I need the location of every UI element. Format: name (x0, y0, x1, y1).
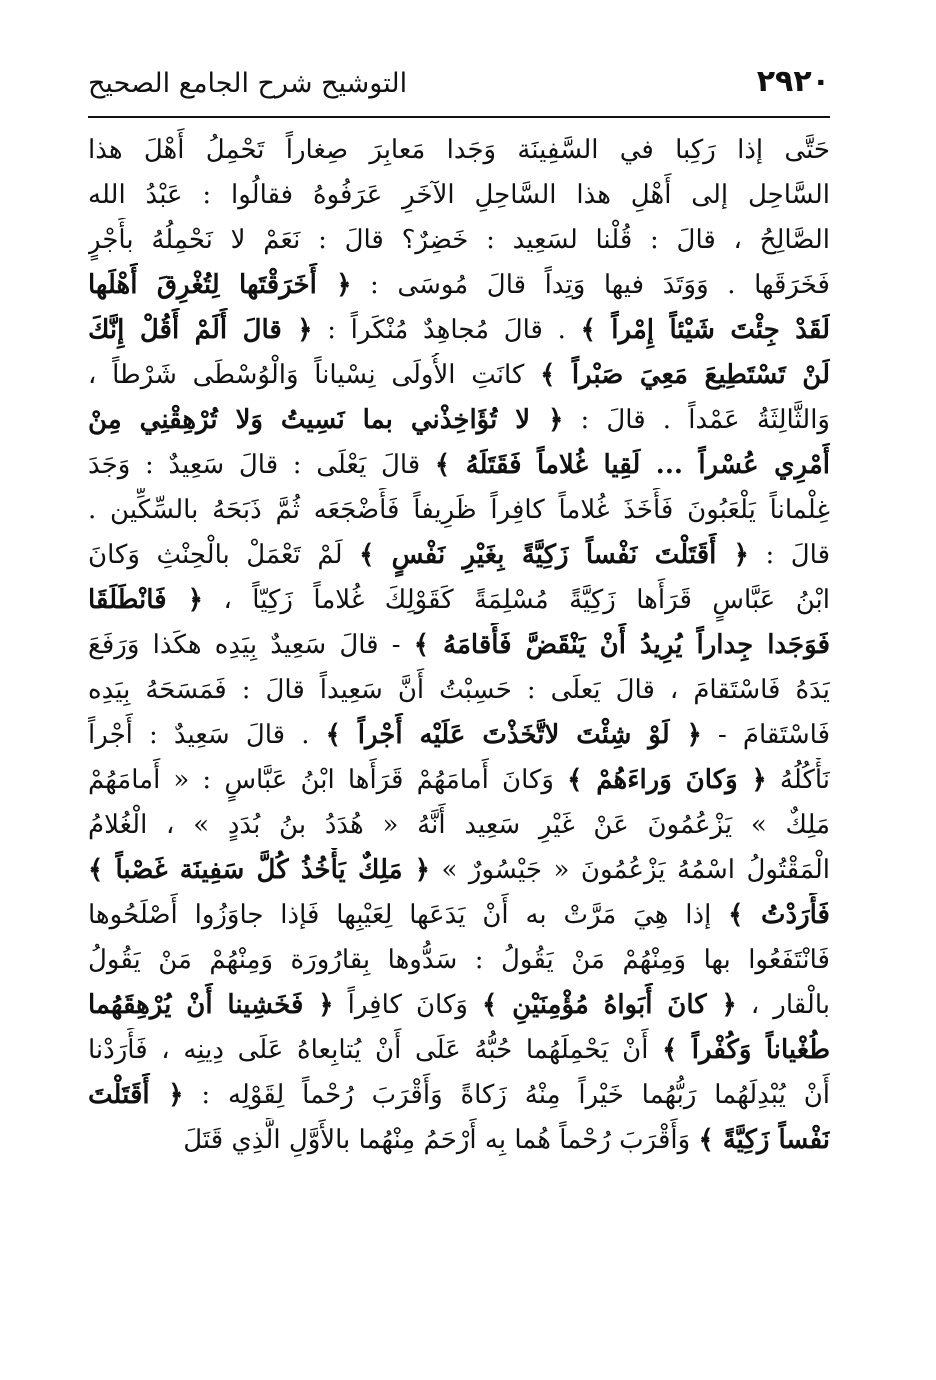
text-segment: لَمْ تَعْمَلْ بالْحِنْثِ وَكانَ (88, 540, 360, 570)
text-segment: غِلْماناً يَلْعَبُونَ فَأَخَذَ غُلاماً كافِراً ظَرِيفاً فَأَضْجَعَه ثُمَّ ذَبَحَهُ بالسِّكِّين . (88, 495, 830, 525)
text-line (88, 893, 830, 938)
text-segment: إذا هِيَ مَرَّتْ به أَنْ يَدَعَها لِعَيْبِها فَإذا جاوَزُوا أَصْلَحُوها (88, 900, 729, 930)
quran-quote: ﴿ فَخَشِينا أَنْ يُرْهِقَهُما (88, 990, 334, 1020)
quran-quote: ﴿ أَقَتَلْتَ نَفْساً زَكِيَّةً بِغَيْرِ نَفْسٍ ﴾ (359, 540, 749, 570)
quran-quote: ﴿ مَلِكٌ يَأْخُذُ كُلَّ سَفِينَة غَصْباً ﴾ (88, 855, 431, 885)
quran-quote: ﴿ فَانْطَلَقَا (88, 585, 204, 615)
text-line (88, 803, 830, 848)
quran-quote: ﴿ قالَ أَلَمْ أَقُلْ إِنَّكَ (88, 315, 313, 345)
quran-quote: لَقَدْ جِئْتَ شَيْئاً إِمْراً ﴾ (580, 315, 830, 345)
text-segment: قالَ : (748, 540, 830, 570)
text-segment: فَانْتَفَعُوا بها وَمِنْهُمْ مَنْ يَقُولُ : سَدُّوها بِقارُورَة وَمِنْهُمْ مَنْ يَقُولُ (88, 945, 830, 975)
text-segment: وَكانَ أَمامَهُمْ قَرَأَها ابْنُ عَبَّاسٍ : « أَمامَهُمْ (88, 765, 568, 795)
quran-quote: ﴿ وَكانَ وَراءَهُمْ ﴾ (567, 765, 767, 795)
quran-quote: فَوَجَدا جِداراً يُرِيدُ أَنْ يَنْقَضَّ فَأَقامَهُ ﴾ (413, 630, 830, 660)
quran-quote: أَمْرِي عُسْراً ... لَقِيا غُلاماً فَقَتَلَهُ ﴾ (434, 450, 830, 480)
text-segment: فَاسْتَقامَ - (701, 720, 830, 750)
text-line (88, 758, 830, 803)
text-line (88, 353, 830, 398)
quran-quote: فَأَرَدْتُ ﴾ (728, 900, 830, 930)
text-segment: . قالَ مُجاهِدٌ مُنْكَراً : (312, 315, 581, 345)
text-line (88, 128, 830, 173)
text-line (88, 488, 830, 533)
text-segment: يَدَهُ فَاسْتَقامَ ، قالَ يَعلَى : حَسِبْتُ أَنَّ سَعِيداً قالَ : فَمَسَحَهُ بِيَدِه (88, 675, 830, 705)
text-line (88, 938, 830, 983)
text-segment: - قالَ سَعِيدٌ بِيَدِه هكَذا وَرَفَعَ (88, 630, 414, 660)
page-header (88, 60, 830, 112)
text-line (88, 263, 830, 308)
text-line (88, 173, 830, 218)
text-segment: السَّاحِل إلى أَهْلِ هذا السَّاحِلِ الآخَرِ عَرَفُوهُ فقالُوا : عَبْدُ الله (88, 180, 830, 210)
body-text (88, 128, 830, 1163)
header-divider (88, 116, 830, 118)
text-segment: حَتَّى إذا رَكِبا في السَّفِينَة وَجَدا مَعابِرَ صِغاراً تَحْمِلُ أَهْلَ هذا (88, 135, 830, 165)
quran-quote: نَفْساً زَكِيَّةً ﴾ (698, 1125, 830, 1155)
text-segment: ابْنُ عَبَّاسٍ قَرَأَها زَكِيَّةً مُسْلِمَةً كَقَوْلِكَ غُلاماً زَكِيّاً ، (203, 585, 830, 615)
text-line (88, 983, 830, 1028)
quran-quote: ﴿ كانَ أَبَواهُ مُؤْمِنَيْنِ ﴾ (481, 990, 737, 1020)
text-segment: مَلِكٌ » يَزْعُمُونَ عَنْ غَيْرِ سَعِيد أَنَّهُ « هُدَدُ بنُ بُدَدٍ » ، الْغُلامُ (88, 810, 830, 840)
text-segment: أَنْ يَحْمِلَهُما حُبُّهُ عَلَى أَنْ يُتابِعاهُ عَلَى دِينِه ، فَأَرَدْنا (88, 1035, 663, 1065)
quran-quote: ﴿ لا تُؤَاخِذْني بما نَسِيتُ وَلا تُرْهِقْنِي مِنْ (88, 405, 564, 435)
text-line (88, 713, 830, 758)
text-segment: فَخَرَقَها . وَوَتَدَ فيها وَتِداً قالَ مُوسَى : (351, 270, 830, 300)
text-segment: الْمَقْتُولُ اسْمُهُ يَزْعُمُونَ « جَيْسُورٌ » (430, 855, 830, 885)
text-segment: وَكانَ كافِراً (333, 990, 482, 1020)
quran-quote: لَنْ تَسْتَطِيعَ مَعِيَ صَبْراً ﴾ (540, 360, 830, 390)
quran-quote: ﴿ لَوْ شِئْتَ لاتَّخَذْتَ عَلَيْه أَجْراً ﴾ (325, 720, 702, 750)
text-segment: الصَّالِحُ ، قالَ : قُلْنا لسَعِيد : خَضِرٌ؟ قالَ : نَعَمْ لا نَحْمِلُهُ بأَجْرٍ (88, 225, 830, 255)
text-line (88, 578, 830, 623)
text-line (88, 623, 830, 668)
text-segment: كانَتِ الأُولَى نِسْياناً وَالْوُسْطَى شَرْطاً ، (88, 360, 541, 390)
text-segment: نَأْكُلُهُ (766, 765, 830, 795)
text-line (88, 443, 830, 488)
text-line (88, 533, 830, 578)
text-line (88, 398, 830, 443)
running-title: التوشيح شرح الجامع الصحيح (88, 68, 408, 99)
text-line (88, 1118, 830, 1163)
quran-quote: ﴿ أَخَرَقْتَها لِتُغْرِقَ أَهْلَها (88, 270, 352, 300)
text-segment: بالْقار ، (736, 990, 830, 1020)
page-number: ٢٩٢٠ (756, 64, 830, 99)
quran-quote: ﴿ أَقَتَلْتَ (88, 1080, 184, 1110)
text-segment: . قالَ سَعِيدٌ : أَجْراً (88, 720, 326, 750)
quran-quote: طُغْياناً وَكُفْراً ﴾ (662, 1035, 830, 1065)
text-line (88, 1073, 830, 1118)
text-segment: قالَ يَعْلَى : قالَ سَعِيدٌ : وَجَدَ (88, 450, 435, 480)
text-segment: أَنْ يُبْدِلَهُما رَبُّهُما خَيْراً مِنْهُ زَكاةً وَأَقْرَبَ رُحْماً لِقَوْلِه : (183, 1080, 830, 1110)
text-segment: وَأَقْرَبَ رُحْماً هُما بِه أَرْحَمُ مِنْهُما بالأَوَّلِ الَّذِي قَتَلَ (183, 1125, 699, 1155)
text-segment: وَالثَّالِثَةُ عَمْداً . قالَ : (563, 405, 830, 435)
text-line (88, 668, 830, 713)
text-line (88, 218, 830, 263)
text-line (88, 848, 830, 893)
text-line (88, 308, 830, 353)
text-line (88, 1028, 830, 1073)
